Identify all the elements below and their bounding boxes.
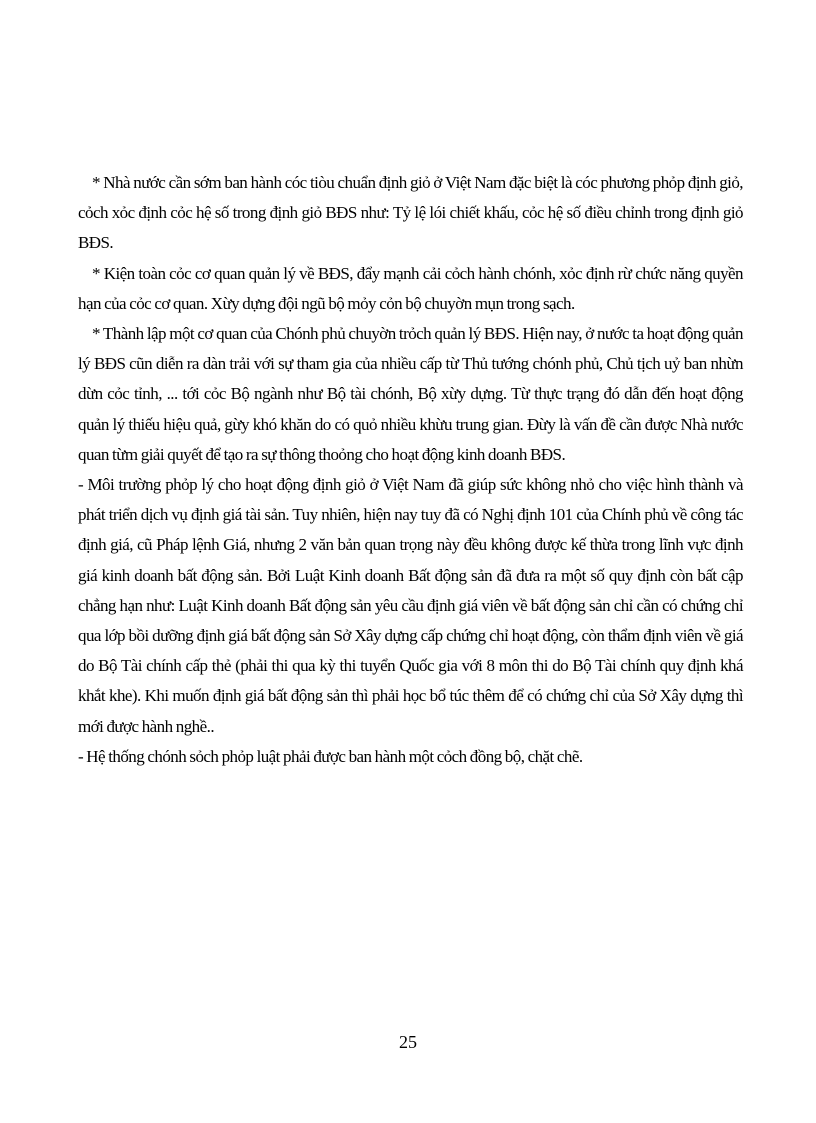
paragraph-valuation-standards: * Nhà nước cần sớm ban hành cóc tiòu chuẩn định giỏ ở Việt Nam đặc biệt là cóc phương phỏp định giỏ, cỏch xỏc định cỏc hệ số trong định giỏ BĐS như: Tỷ lệ lói chiết khấu, cỏc hệ số điều chỉnh trong định giỏ BĐS. — [78, 173, 743, 253]
paragraph-policy-system: - Hệ thống chónh sỏch phỏp luật phải được ban hành một cỏch đồng bộ, chặt chẽ. — [78, 746, 583, 766]
paragraph-government-agency: * Thành lập một cơ quan của Chónh phủ chuyờn trỏch quản lý BĐS. Hiện nay, ở nước ta hoạt động quản lý BĐS cũn diễn ra dàn trải với sự tham gia của nhiều cấp từ Thủ tướng chónh phủ, Chủ tịch uỷ ban nhừn dừn cỏc tỉnh, ... tới cỏc Bộ ngành như Bộ tài chónh, Bộ xừy dựng. Từ thực trạng đó dẫn đến hoạt động quản lý thiếu hiệu quả, gừy khó khăn do có quỏ nhiều khừu trung gian. Đừy là vấn đề cần được Nhà nước quan từm giải quyết để tạo ra sự thông thoỏng cho hoạt động kinh doanh BĐS. — [78, 324, 743, 464]
paragraph-legal-environment: - Môi trường phỏp lý cho hoạt động định giỏ ở Việt Nam đã giúp sức không nhỏ cho việc hình thành và phát triển dịch vụ định giá tài sản. Tuy nhiên, hiện nay tuy đã có Nghị định 101 của Chính phủ về công tác định giá, cũ Pháp lệnh Giá, nhưng 2 văn bản quan trọng này đều không được kế thừa trong lĩnh vực định giá kinh doanh bất động sản. Bởi Luật Kinh doanh Bất động sản đã đưa ra một số quy định còn bất cập chẳng hạn như: Luật Kinh doanh Bất động sản yêu cầu định giá viên về bất động sản chỉ cần có chứng chỉ qua lớp bồi dưỡng định giá bất động sản Sở Xây dựng cấp chứng chỉ hoạt động, còn thẩm định viên về giá do Bộ Tài chính cấp thẻ (phải thi qua kỳ thi tuyển Quốc gia với 8 môn thi do Bộ Tài chính quy định khá khắt khe). Khi muốn định giá bất động sản thì phải học bổ túc thêm để có chứng chỉ của Sở Xây dựng thì mới được hành nghề.. — [78, 475, 743, 736]
paragraph-agency-reform: * Kiện toàn cỏc cơ quan quản lý về BĐS, đẩy mạnh cải cỏch hành chónh, xỏc định rừ chức năng quyền hạn của cỏc cơ quan. Xừy dựng đội ngũ bộ mỏy cỏn bộ chuyờn mụn trong sạch. — [78, 263, 743, 313]
body-text — [78, 168, 743, 772]
page-number: 25 — [399, 1032, 417, 1052]
